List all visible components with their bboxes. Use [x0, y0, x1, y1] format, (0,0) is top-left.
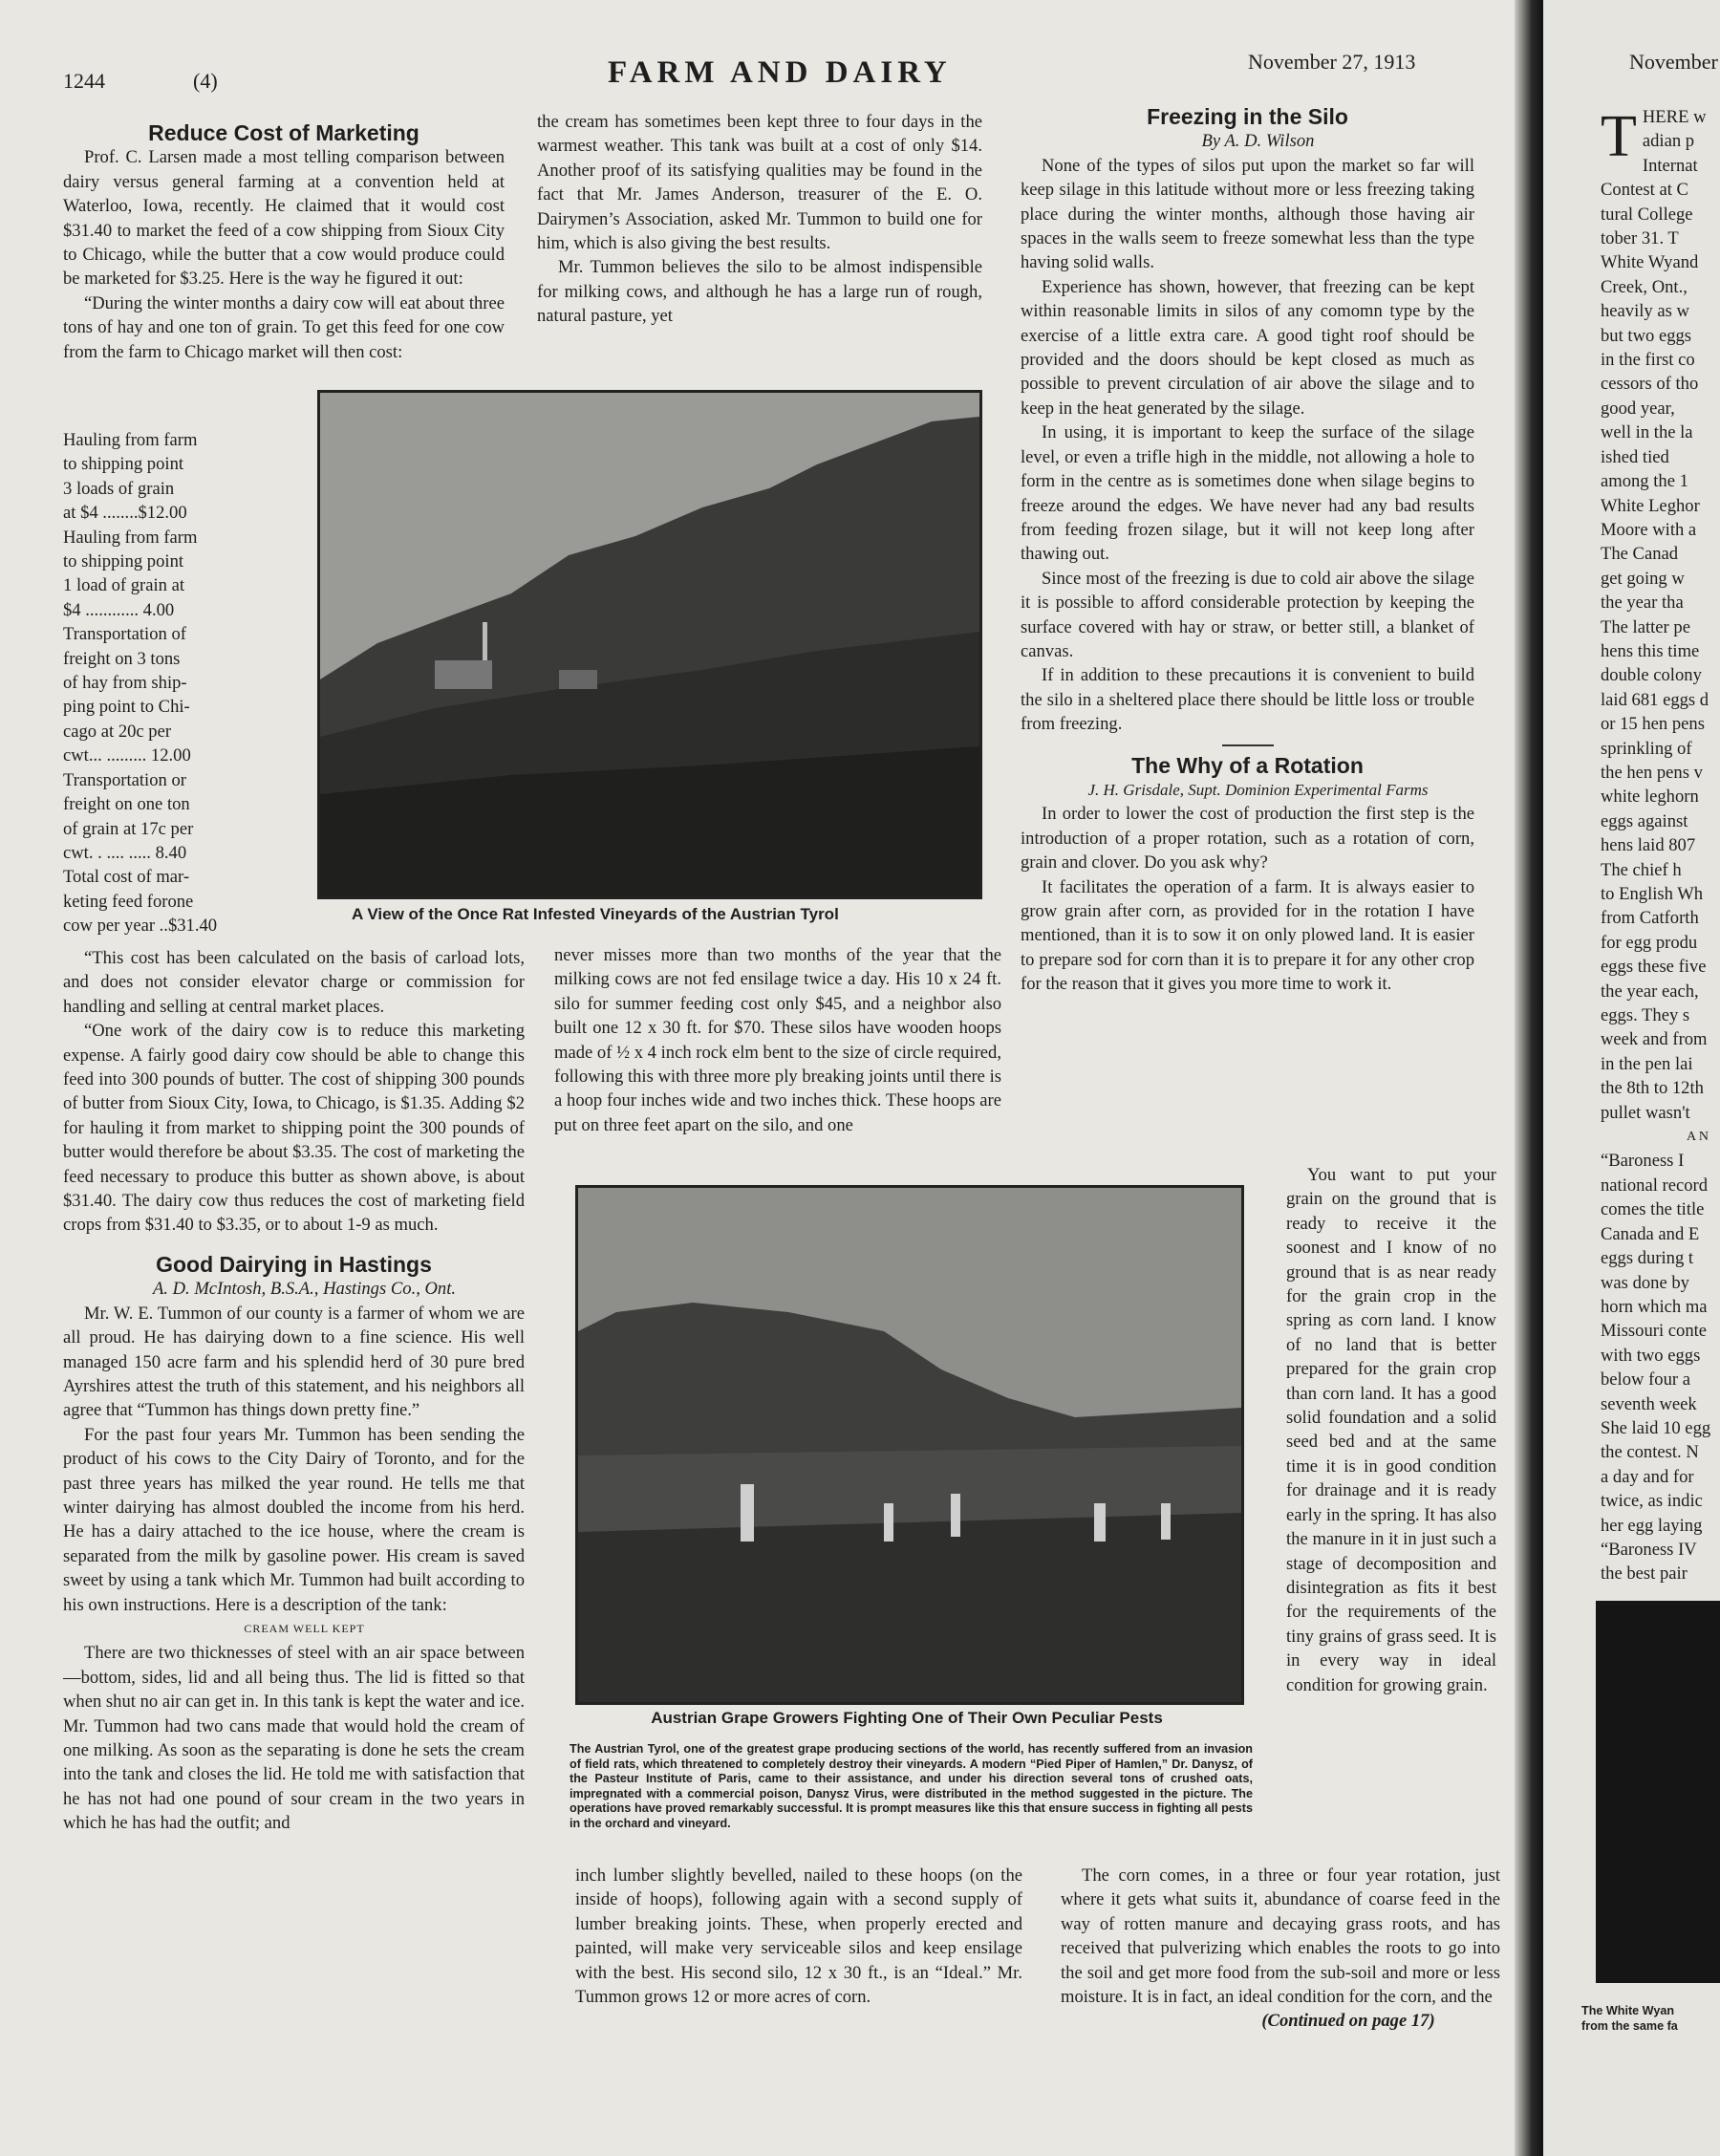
masthead: FARM AND DAIRY — [608, 55, 952, 90]
text-line: comes the title — [1601, 1199, 1705, 1220]
cost-line: cago at 20c per — [63, 721, 172, 742]
text-line: Missouri conte — [1601, 1321, 1708, 1342]
grape-growers-photo — [575, 1185, 1244, 1705]
text-line: get going w — [1601, 568, 1685, 589]
text-line: the contest. N — [1601, 1442, 1699, 1463]
article-freezing — [1021, 105, 1474, 997]
adjacent-page-text — [1601, 105, 1720, 1586]
text-line: eggs. They s — [1601, 1005, 1690, 1026]
text-line: heavily as w — [1601, 301, 1689, 322]
text-line: eggs against — [1601, 810, 1688, 831]
text-line: with two eggs — [1601, 1345, 1701, 1366]
paragraph: never misses more than two months of the year that the milking cows are not fed ensilage twice a day. His 10 x 24 ft. silo for summer feeding cost only $45, and a neighbor also built one 12 x 30 ft. for $70. These silos have wooden hoops made of ½ x 4 inch rock elm bent to the size of circle required, following this with three more ply breaking joints until there is a hoop four inches wide and two inches thick. These hoops are put on three feet apart on the silo, and one — [554, 945, 1001, 1135]
cost-line: cow per year ..$31.40 — [63, 916, 218, 937]
cost-line: cwt. . .... ..... 8.40 — [63, 842, 187, 863]
caption-line: The White Wyan — [1581, 2004, 1675, 2017]
cost-line: 1 load of grain at — [63, 575, 185, 596]
paragraph: Since most of the freezing is due to cold air above the silage it is possible to afford considerable protection by keeping the surface covered with hay or straw, or better still, a blanket of canvas. — [1021, 568, 1474, 661]
text-line: was done by — [1601, 1272, 1689, 1293]
text-line: Contest at C — [1601, 180, 1688, 201]
text-line: The Canad — [1601, 544, 1679, 565]
text-line: eggs these five — [1601, 957, 1707, 978]
cost-line: ping point to Chi- — [63, 697, 190, 718]
text-line: She laid 10 egg — [1601, 1417, 1711, 1438]
poultry-photo — [1596, 1601, 1720, 1983]
article-good-dairying-col2 — [537, 110, 982, 329]
issue-number: (4) — [193, 69, 218, 93]
text-line: below four a — [1601, 1369, 1690, 1391]
text-line: the year each, — [1601, 981, 1699, 1002]
text-line: the hen pens v — [1601, 762, 1703, 783]
text-line: White Leghor — [1601, 495, 1700, 516]
text-line: A N — [1687, 1130, 1709, 1145]
paragraph: None of the types of silos put upon the market so far will keep silage in this latitude without more or less freezing taking place during the winter months, although those having air spaces in the walls seem to freeze somewhat less than the type having solid walls. — [1021, 155, 1474, 273]
paragraph: There are two thicknesses of steel with an air space between—bottom, sides, lid and all being thus. The lid is fitted so that when shut no air can get in. In this tank is kept the water and ice. Mr. Tummon had two cans made that would hold the cream of one milking. As soon as the separating is done he sets the cream into the tank and closes the lid. He told me with satisfaction that he has not had one pound of sour cream in the two years in which he has had the outfit; and — [63, 1643, 525, 1834]
cost-line: keting feed forone — [63, 891, 194, 912]
text-line: adian p — [1642, 131, 1695, 152]
header-date: November 27, 1913 — [1248, 50, 1416, 74]
text-line: in the pen lai — [1601, 1053, 1693, 1074]
caption-line: from the same fa — [1581, 2018, 1678, 2033]
text-line: sprinkling of — [1601, 738, 1692, 759]
text-line: week and from — [1601, 1029, 1708, 1050]
text-line: among the 1 — [1601, 471, 1688, 492]
paragraph: “One work of the dairy cow is to reduce this marketing expense. A fairly good dairy cow should be able to change this feed into 300 pounds of butter. The cost of shipping 300 pounds of butter from Sioux City, Iowa, to Chicago, is $1.35. Adding $2 for hauling it from market to shipping point the 300 pounds of butter would therefore be about $3.35. The cost of marketing the feed necessary to produce this butter as shown above, is about $31.40. The dairy cow thus reduces the cost of marketing field crops from $31.40 to $3.35, or to about 1-9 as much. — [63, 1021, 525, 1236]
text-line: to English Wh — [1601, 884, 1704, 904]
cost-line: of grain at 17c per — [63, 818, 194, 839]
text-line: for egg produ — [1601, 932, 1698, 953]
text-line: cessors of tho — [1601, 374, 1699, 395]
text-line: seventh week — [1601, 1393, 1697, 1414]
text-line: HERE w — [1642, 107, 1707, 127]
text-line: Canada and E — [1601, 1223, 1700, 1244]
cost-line: at $4 ........$12.00 — [63, 503, 187, 524]
text-line: “Baroness IV — [1601, 1539, 1697, 1560]
paragraph: “During the winter months a dairy cow will eat about three tons of hay and one ton of grain. To get this feed for one cow from the farm to Chicago market will then cost: — [63, 292, 505, 362]
page-gutter — [1515, 0, 1543, 2156]
paragraph: Prof. C. Larsen made a most telling comparison between dairy versus general farming at a convention held at Waterloo, Iowa, recently. He claimed that it would cost $31.40 to market the feed of a cow shipping from Sioux City to Chicago, while the butter that a cow would produce could be marketed for $3.25. Here is the way he figured it out: — [63, 147, 505, 290]
byline: By A. D. Wilson — [1201, 131, 1315, 152]
field-workers-image — [578, 1188, 1241, 1702]
text-line: the 8th to 12th — [1601, 1078, 1704, 1099]
cost-table — [63, 428, 275, 938]
text-line: Creek, Ont., — [1601, 276, 1688, 297]
header-date: November — [1629, 50, 1718, 74]
text-line: but two eggs — [1601, 325, 1692, 346]
article-divider — [1222, 744, 1274, 746]
paragraph: inch lumber slightly bevelled, nailed to these hoops (on the inside of hoops), following again with a second supply of lumber breaking joints. These, when properly erected and painted, will make very serviceable silos and keep ensilage with the best. His second silo, 12 x 30 ft., is an “Ideal.” Mr. Tummon grows 12 or more acres of corn. — [575, 1865, 1022, 2008]
photo-caption: A View of the Once Rat Infested Vineyards of the Austrian Tyrol — [352, 905, 839, 923]
text-line: White Wyand — [1601, 252, 1699, 273]
paragraph: “This cost has been calculated on the basis of carload lots, and does not consider elevator charge or commission for handling and selling at central market places. — [63, 948, 525, 1017]
paragraph: In order to lower the cost of production the first step is the introduction of a proper rotation, such as a rotation of corn, grain and clover. Do you ask why? — [1021, 804, 1474, 873]
tyrol-vineyard-photo — [317, 390, 982, 899]
cost-line: cwt... ......... 12.00 — [63, 745, 191, 766]
cost-line: Transportation or — [63, 769, 186, 790]
cost-line: Transportation of — [63, 624, 186, 645]
text-line: Internat — [1642, 155, 1698, 176]
text-line: hens this time — [1601, 640, 1700, 661]
cost-line: Hauling from farm — [63, 527, 198, 548]
drop-cap: T — [1601, 104, 1637, 169]
article-title: Good Dairying in Hastings — [156, 1251, 432, 1277]
article-good-dairying-col2c — [575, 1864, 1022, 2009]
text-line: “Baroness I — [1601, 1151, 1685, 1172]
paragraph: In using, it is important to keep the surface of the silage level, or even a trifle high in the middle, not allowing a hole to form in the centre as is sometimes done when silage begins to freeze around the edges. We have never had any bad results from feeding frozen silage, but it will not keep long after thawing out. — [1021, 422, 1474, 565]
cost-line: $4 ............ 4.00 — [63, 599, 175, 620]
text-line: tural College — [1601, 204, 1693, 225]
text-line: the best pair — [1601, 1563, 1688, 1585]
text-line: hens laid 807 — [1601, 835, 1696, 856]
cost-line: freight on 3 tons — [63, 648, 181, 669]
article-rotation-narrow — [1286, 1163, 1496, 1697]
text-line: laid 681 eggs d — [1601, 689, 1709, 710]
text-line: pullet wasn't — [1601, 1102, 1690, 1123]
paragraph: It facilitates the operation of a farm. It is always easier to grow grain after corn, as provided for in the rotation I have mentioned, than it is to sow it on only plowed land. It is easier to prepare sod for corn than it is to prepare it for any other crop for the reason that it gives you more time to work it. — [1021, 876, 1474, 995]
text-line: ished tied — [1601, 446, 1669, 467]
cost-line: freight on one ton — [63, 794, 190, 815]
article-reduce-cost — [63, 121, 505, 364]
subhead: CREAM WELL KEPT — [244, 1621, 365, 1635]
byline: A. D. McIntosh, B.S.A., Hastings Co., Ont. — [152, 1279, 457, 1300]
text-line: double colony — [1601, 665, 1702, 686]
text-line: twice, as indic — [1601, 1491, 1703, 1512]
article-title: Freezing in the Silo — [1147, 104, 1348, 129]
text-line: well in the la — [1601, 422, 1693, 443]
page-number: 1244 — [63, 69, 105, 93]
text-line: national record — [1601, 1175, 1709, 1196]
text-line: eggs during t — [1601, 1248, 1694, 1269]
text-line: tober 31. T — [1601, 228, 1679, 249]
text-line: The chief h — [1601, 859, 1682, 880]
paragraph: You want to put your grain on the ground that is ready to receive it the soonest and I know of no ground that is as near ready for the grain crop in the spring as corn land. I know of no land that is better prepared for the grain crop than corn land. It has a good solid foundation and a solid seed bed and at the same time it is in good condition for drainage and it is ready early in the spring. It has also the manure in it in just such a stage of decomposition and disintegration as fits it best for the requirements of the tiny grains of grass seed. It is in every way in ideal condition for growing grain. — [1286, 1165, 1496, 1695]
text-line: or 15 hen pens — [1601, 714, 1705, 735]
paragraph: The corn comes, in a three or four year rotation, just where it gets what suits it, abundance of coarse feed in the way of rotten manure and decaying grass roots, and has received that pulverizing which enables the roots to go into the soil and get more food from the sub-soil and more or less moisture. It is in fact, an ideal condition for the corn, and the — [1061, 1865, 1500, 2008]
text-line: from Catforth — [1601, 908, 1699, 929]
article-reduce-cost-cont — [63, 946, 525, 1836]
cost-line: of hay from ship- — [63, 673, 187, 694]
photo-caption-title: Austrian Grape Growers Fighting One of Their Own Peculiar Pests — [651, 1709, 1163, 1727]
article-rotation-bottom — [1061, 1864, 1500, 2034]
text-line: horn which ma — [1601, 1296, 1708, 1317]
text-line: a day and for — [1601, 1466, 1694, 1487]
cost-line: Total cost of mar- — [63, 867, 190, 888]
paragraph: Mr. Tummon believes the silo to be almost indispensible for milking cows, and although he has a large run of rough, natural pasture, yet — [537, 257, 982, 327]
text-line: her egg laying — [1601, 1515, 1703, 1536]
article-good-dairying-col2b — [554, 943, 1001, 1137]
continued-notice: (Continued on page 17) — [1261, 2011, 1435, 2032]
photo-caption-body: The Austrian Tyrol, one of the greatest grape producing sections of the world, has recently suffered from an invasion of field rats, which threatened to completely destroy their vineyards. A modern “Pied Piper of Hamlen,” Dr. Danysz, of the Pasteur Institute of Paris, came to their assistance, and under his direction several tons of crushed oats, impregnated with a commercial poison, Danysz Virus, were distributed in the method suggested in the picture. The operations have proved remarkably successful. It is prompt measures like this that ensure success in fighting all pests in the orchard and vineyard. — [570, 1742, 1253, 1830]
byline: J. H. Grisdale, Supt. Dominion Experimental Farms — [1087, 780, 1429, 799]
text-line: good year, — [1601, 398, 1675, 419]
photo-caption — [1581, 2004, 1720, 2034]
text-line: Moore with a — [1601, 519, 1697, 540]
article-title: Reduce Cost of Marketing — [148, 120, 419, 145]
text-line: white leghorn — [1601, 787, 1699, 808]
text-line: in the first co — [1601, 350, 1695, 371]
adjacent-page — [1543, 0, 1720, 2156]
landscape-image — [320, 393, 979, 896]
cost-line: Hauling from farm — [63, 430, 198, 450]
paragraph: For the past four years Mr. Tummon has been sending the product of his cows to the City Dairy of Toronto, and for the past three years has milked the year round. He tells me that winter dairying has almost doubled the income from his herd. He has a dairy attached to the ice house, where the cream is separated from the milk by gasoline power. His cream is saved sweet by using a tank which Mr. Tummon had built according to his own instructions. Here is a description of the tank: — [63, 1424, 525, 1615]
cost-line: to shipping point — [63, 551, 184, 572]
cost-line: to shipping point — [63, 454, 184, 475]
paragraph: the cream has sometimes been kept three to four days in the warmest weather. This tank was built at a cost of only $14. Another proof of its satisfying qualities may be found in the fact that Mr. James Anderson, treasurer of the E. O. Dairymen’s Association, asked Mr. Tummon to build one for him, which is also giving the best results. — [537, 112, 982, 254]
article-title: The Why of a Rotation — [1131, 752, 1364, 778]
text-line: the year tha — [1601, 593, 1684, 614]
paragraph: If in addition to these precautions it is convenient to build the silo in a sheltered place there should be little loss or trouble from freezing. — [1021, 665, 1474, 735]
paragraph: Experience has shown, however, that freezing can be kept within reasonable limits in silos of any comomn type by the exercise of a little extra care. A good tight roof should be provided and the doors should be kept closed as much as possible to prevent circulation of air above the silage and to keep in the heat generated by the silage. — [1021, 276, 1474, 419]
text-line: The latter pe — [1601, 616, 1690, 637]
cost-line: 3 loads of grain — [63, 478, 175, 499]
paragraph: Mr. W. E. Tummon of our county is a farmer of whom we are all proud. He has dairying down to a fine science. His well managed 150 acre farm and his splendid herd of 30 pure bred Ayrshires attest the truth of this statement, and his neighbors all agree that “Tummon has things down pretty fine.” — [63, 1303, 525, 1421]
